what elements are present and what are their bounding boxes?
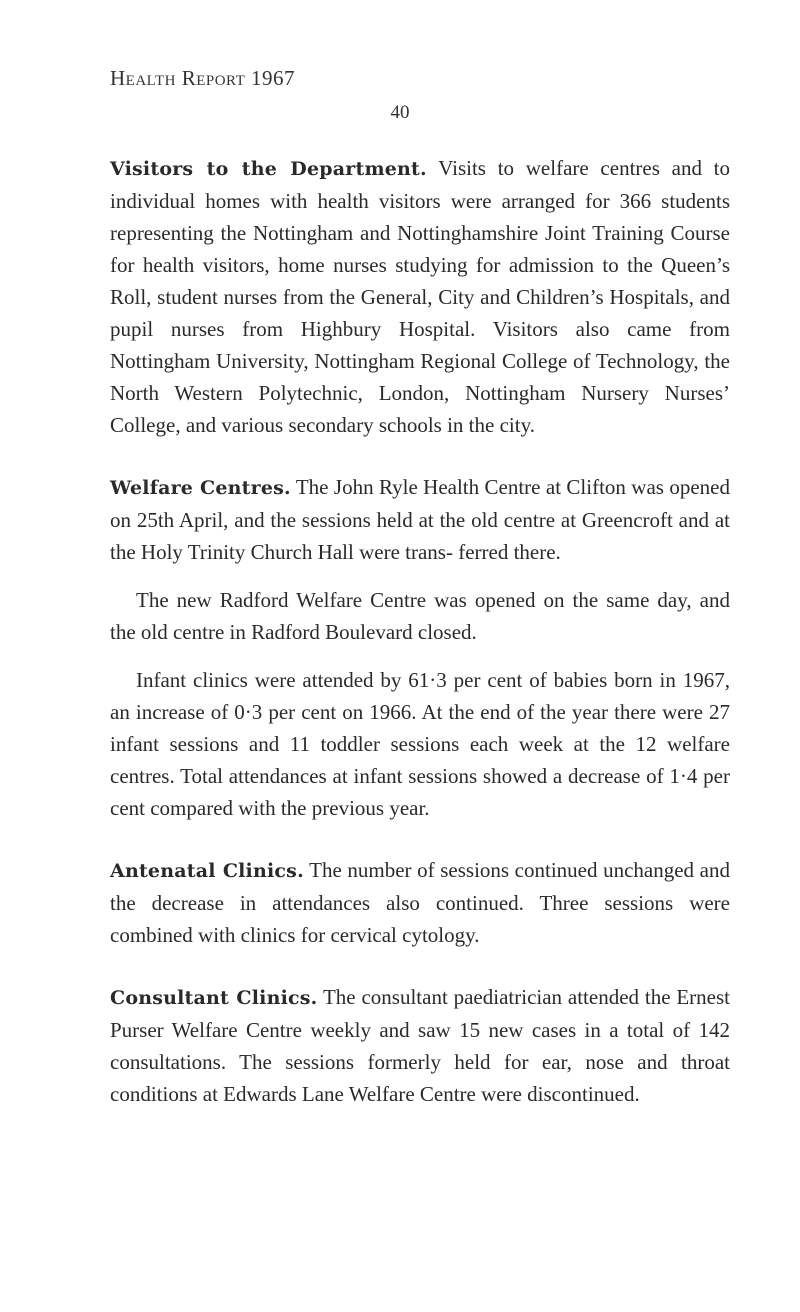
- section-heading-antenatal: Antenatal Clinics.: [110, 860, 304, 882]
- page-number: 40: [390, 102, 410, 123]
- section-heading-welfare: Welfare Centres.: [110, 477, 291, 499]
- section-antenatal-text: The number of sessions continued unchanged and the decrease in attendances also continued. Three sessions were combined with clinics for cervical cytology.: [110, 858, 730, 947]
- section-visitors-paragraph: [110, 152, 730, 441]
- body-text: [110, 152, 730, 1110]
- section-welfare-paragraph-3: Infant clinics were attended by 61·3 per cent of babies born in 1967, an increase of 0·3 per cent on 1966. At the end of the year there were 27 infant sessions and 11 toddler sessions each week at the 12 welfare centres. Total attendances at infant sessions showed a decrease of 1·4 per cent compared with the previous year.: [110, 668, 730, 820]
- section-consultant-text: The consultant paediatrician attended the Ernest Purser Welfare Centre weekly and saw 15 new cases in a total of 142 consultations. The sessions formerly held for ear, nose and throat conditions at Edwards Lane Welfare Centre were discontinued.: [110, 985, 731, 1106]
- section-visitors-text: Visits to welfare centres and to individual homes with health visitors were arranged for 366 students representing the Nottingham and Nottinghamshire Joint Training Course for health visitors, home nurses studying for admission to the Queen’s Roll, student nurses from the General, City and Children’s Hospitals, and pupil nurses from Highbury Hospital. Visitors also came from Nottingham University, Nottingham Regional College of Technology, the North Western Polytechnic, London, Nottingham Nursery Nurses’ College, and various secondary schools in the city.: [110, 156, 731, 437]
- section-consultant-paragraph: [110, 981, 730, 1110]
- running-header: Health Report 1967: [110, 66, 296, 90]
- section-welfare-paragraph-2: The new Radford Welfare Centre was opened on the same day, and the old centre in Radford Boulevard closed.: [110, 588, 730, 644]
- section-welfare-paragraph-1: [110, 471, 730, 568]
- section-heading-consultant: Consultant Clinics.: [110, 987, 318, 1009]
- section-welfare-text-1: The John Ryle Health Centre at Clifton was opened on 25th April, and the sessions held at the old centre at Greencroft and at the Holy Trinity Church Hall were trans- ferred there.: [110, 475, 730, 564]
- section-antenatal-paragraph: [110, 854, 730, 951]
- section-heading-visitors: Visitors to the Department.: [110, 158, 427, 180]
